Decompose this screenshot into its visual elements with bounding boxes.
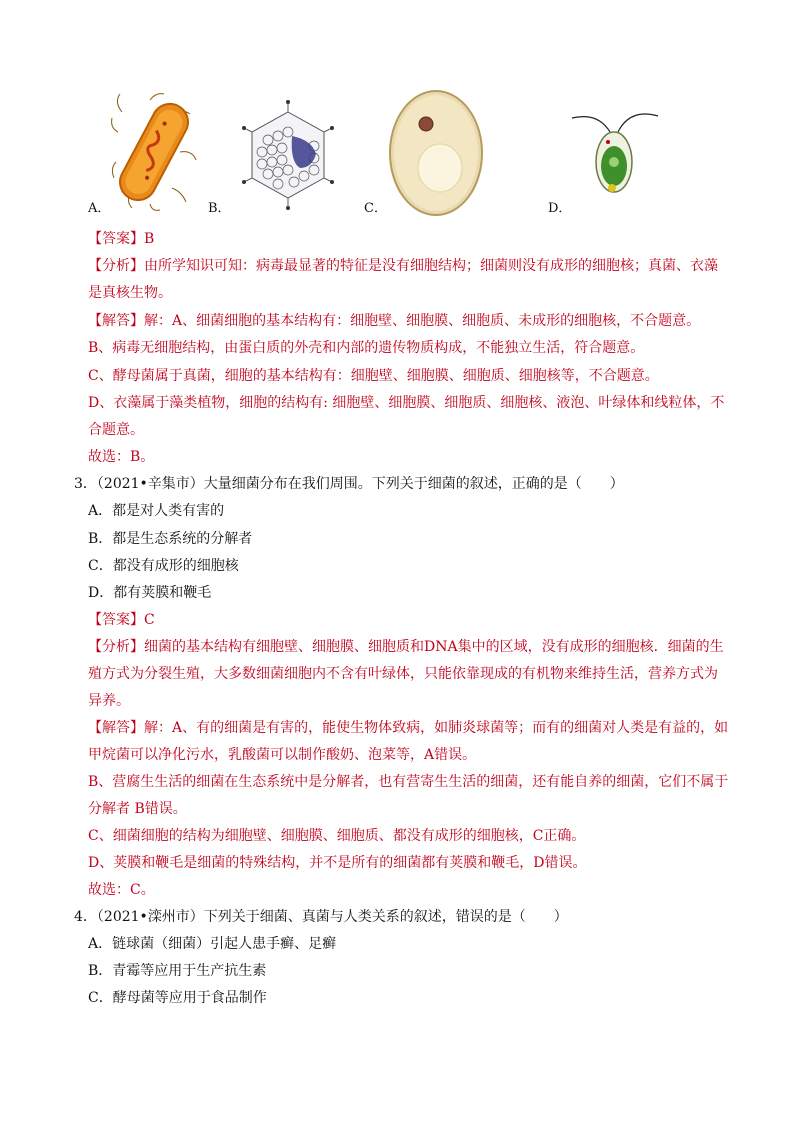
q3-solution-line-3: B、营腐生生活的细菌在生态系统中是分解者，也有营寄生生活的细菌，还有能自养的细菌，它们不属于 xyxy=(88,774,729,790)
q3-answer: 【答案】C xyxy=(88,612,155,628)
q4-stem: 4．（2021•滦州市）下列关于细菌、真菌与人类关系的叙述，错误的是（ ） xyxy=(74,909,568,925)
q2-solution-line-5: 合题意。 xyxy=(88,422,144,438)
q3-analysis-line-3: 异养。 xyxy=(88,693,130,709)
q4-option-a: A．链球菌（细菌）引起人患手癣、足癣 xyxy=(88,936,337,952)
q2-solution-line-4: D、衣藻属于藻类植物，细胞的结构有: 细胞壁、细胞膜、细胞质、细胞核、液泡、叶绿体和线粒体，不 xyxy=(88,395,725,411)
option-d xyxy=(548,88,668,220)
yeast-cell-illustration xyxy=(386,88,486,218)
q2-choice: 故选：B。 xyxy=(88,449,155,465)
option-c xyxy=(364,88,494,220)
bacterium-illustration xyxy=(110,92,200,212)
q3-solution-line-4: 分解者 B错误。 xyxy=(88,801,187,817)
option-a-label: A． xyxy=(88,201,111,216)
virus-illustration xyxy=(238,100,338,210)
q3-solution-line-2: 甲烷菌可以净化污水，乳酸菌可以制作酸奶、泡菜等，A错误。 xyxy=(88,747,477,763)
q2-solution-line-1: 【解答】解：A、细菌细胞的基本结构有：细胞壁、细胞膜、细胞质、未成形的细胞核，不合题意。 xyxy=(88,313,701,329)
q3-choice: 故选：C。 xyxy=(88,882,155,898)
q4-option-c: C．酵母菌等应用于食品制作 xyxy=(88,990,267,1006)
q4-option-b: B．青霉等应用于生产抗生素 xyxy=(88,963,267,979)
q3-analysis-line-2: 殖方式为分裂生殖，大多数细菌细胞内不含有叶绿体，只能依靠现成的有机物来维持生活，营养方式为 xyxy=(88,666,718,682)
option-b xyxy=(208,88,338,220)
q3-solution-line-5: C、细菌细胞的结构为细胞壁、细胞膜、细胞质、都没有成形的细胞核，C正确。 xyxy=(88,828,586,844)
q3-option-d: D．都有荚膜和鞭毛 xyxy=(88,585,212,601)
q3-option-a: A．都是对人类有害的 xyxy=(88,503,225,519)
q2-solution-line-3: C、酵母菌属于真菌，细胞的基本结构有：细胞壁、细胞膜、细胞质、细胞核等，不合题意。 xyxy=(88,368,659,384)
q2-analysis-line-2: 是真核生物。 xyxy=(88,285,172,301)
option-a xyxy=(88,88,198,220)
q2-solution-line-2: B、病毒无细胞结构，由蛋白质的外壳和内部的遗传物质构成，不能独立生活，符合题意。 xyxy=(88,340,645,356)
q3-stem: 3．（2021•辛集市）大量细菌分布在我们周围。下列关于细菌的叙述，正确的是（ ） xyxy=(74,476,624,492)
chlamydomonas-illustration xyxy=(564,100,664,210)
option-c-label: C． xyxy=(364,201,387,216)
q3-analysis-line-1: 【分析】细菌的基本结构有细胞壁、细胞膜、细胞质和DNA集中的区域，没有成形的细胞核．细菌的生 xyxy=(88,639,724,655)
q3-solution-line-6: D、荚膜和鞭毛是细菌的特殊结构，并不是所有的细菌都有荚膜和鞭毛，D错误。 xyxy=(88,855,587,871)
q3-option-b: B．都是生态系统的分解者 xyxy=(88,531,253,547)
q3-option-c: C．都没有成形的细胞核 xyxy=(88,558,239,574)
option-b-label: B． xyxy=(208,201,231,216)
q2-answer: 【答案】B xyxy=(88,231,155,247)
q2-analysis-line-1: 【分析】由所学知识可知：病毒最显著的特征是没有细胞结构；细菌则没有成形的细胞核；真菌、衣藻 xyxy=(88,258,718,274)
option-d-label: D． xyxy=(548,201,572,216)
q3-solution-line-1: 【解答】解：A、有的细菌是有害的，能使生物体致病，如肺炎球菌等；而有的细菌对人类是有益的，如 xyxy=(88,720,729,736)
